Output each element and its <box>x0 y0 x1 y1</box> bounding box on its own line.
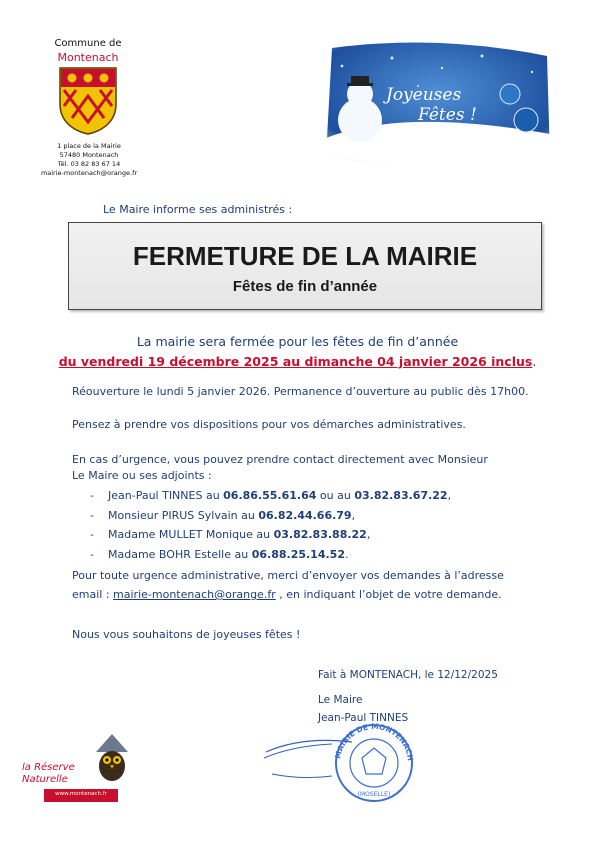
seal-subtext: (MOSELLE) <box>357 791 391 798</box>
coat-of-arms-icon <box>58 66 118 136</box>
closure-dates-period: . <box>532 354 537 369</box>
emergency-line1: En cas d’urgence, vous pouvez prendre contact directement avec Monsieur <box>72 453 488 466</box>
closure-notice: La mairie sera fermée pour les fêtes de fin d’année <box>136 334 459 349</box>
title-box <box>68 222 542 310</box>
list-item: - Madame BOHR Estelle au 06.88.25.14.52. <box>90 547 349 561</box>
intro-text: Le Maire informe ses administrés : <box>103 203 293 216</box>
owl-icon <box>86 732 138 784</box>
commune-label: Commune de <box>54 38 122 49</box>
list-item: - Jean-Paul TINNES au 06.86.55.61.64 ou au 03.82.83.67.22, <box>90 489 452 502</box>
reminder-text: Pensez à prendre vos dispositions pour vos démarches administratives. <box>72 418 466 431</box>
reopening-text: Réouverture le lundi 5 janvier 2026. Permanence d’ouverture au public dès 17h00. <box>72 385 529 398</box>
reserve-line2: Naturelle <box>22 774 68 785</box>
card-greeting-line2: Fêtes ! <box>418 105 477 125</box>
phone-number: 06.88.25.14.52 <box>251 547 345 561</box>
signature-date: Fait à MONTENACH, le 12/12/2025 <box>318 669 498 681</box>
page-title: FERMETURE DE LA MAIRIE <box>132 241 478 271</box>
phone-number: 06.86.55.61.64 <box>223 489 317 502</box>
emergency-text <box>72 452 532 484</box>
address-email: mairie-montenach@orange.fr <box>40 169 138 177</box>
commune-address <box>30 142 148 178</box>
seal-text: MAIRIE DE MONTENACH <box>333 722 416 762</box>
mairie-seal-stamp <box>262 722 422 804</box>
greeting-text: Nous vous souhaitons de joyeuses fêtes ! <box>72 628 301 641</box>
christmas-card-image <box>322 38 552 170</box>
phone-number: 03.82.83.88.22 <box>273 528 367 541</box>
list-item: - Madame MULLET Monique au 03.82.83.88.22, <box>90 528 371 541</box>
page-subtitle: Fêtes de fin d’année <box>232 278 378 295</box>
reserve-line1: la Réserve <box>22 762 75 773</box>
email-link[interactable]: mairie-montenach@orange.fr <box>113 588 276 601</box>
phone-number: 03.82.83.67.22 <box>354 489 448 502</box>
email-line1: Pour toute urgence administrative, merci d’envoyer vos demandes à l’adresse <box>72 569 504 582</box>
contact-list <box>90 486 451 564</box>
card-greeting-line1: Joyeuses <box>386 85 462 105</box>
closure-dates-text: du vendredi 19 décembre 2025 au dimanche 04 janvier 2026 inclus <box>58 354 533 369</box>
reserve-logo-text <box>22 762 75 786</box>
svg-text:MAIRIE DE MONTENACH <box>333 722 415 761</box>
phone-number: 06.82.44.66.79 <box>258 508 352 522</box>
address-city: 57480 Montenach <box>59 151 119 159</box>
signature-name: Jean-Paul TINNES <box>318 712 409 724</box>
address-street: 1 place de la Mairie <box>57 142 121 150</box>
signature-title: Le Maire <box>318 694 363 706</box>
address-phone: Tél. 03 82 83 67 14 <box>57 160 121 168</box>
list-item: - Monsieur PIRUS Sylvain au 06.82.44.66.79, <box>90 508 356 522</box>
closure-dates <box>0 354 595 369</box>
email-paragraph <box>72 566 542 604</box>
emergency-line2: Le Maire ou ses adjoints : <box>72 469 212 482</box>
commune-name: Montenach <box>57 51 119 64</box>
email-line2: email : mairie-montenach@orange.fr , en indiquant l’objet de votre demande. <box>72 588 502 601</box>
reserve-url: www.montenach.fr <box>55 791 107 797</box>
